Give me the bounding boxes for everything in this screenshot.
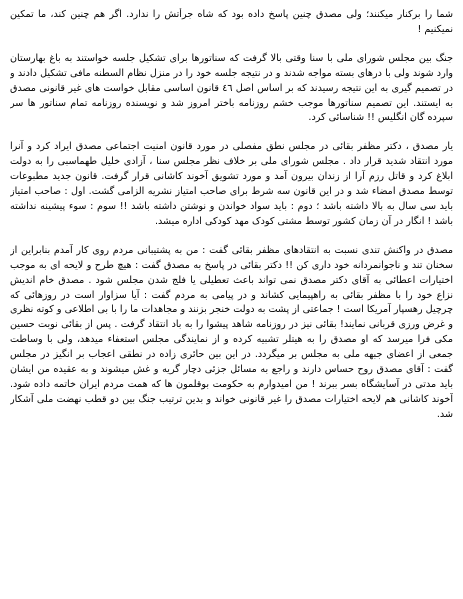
paragraph-1: شما را برکنار میکنند؛ ولی مصدق چنین پاسخ داده بود که شاه جرأتش را ندارد. اگر هم چنین کند، ما تمکین نمیکنیم !: [10, 9, 453, 35]
paragraph-4: مصدق در واکنش تندی نسبت به انتقادهای مظفر بقائی گفت : من به پشتیبانی مردم روی کار آمدم بنابراین از سخنان تند و ناجوانمردانه خود داری کن !! دکتر بقائی در پاسخ به مصدق گفت : هیچ طرح و لایحه ای به موجب اختیارات اعطائی به آقای دکتر مصدق نمی تواند باعث تعطیلی یا فلج شدن مجلس شود . مصدق خام اندیش نزاع خود را با مظفر بقائی به راهپیمایی کشاند و در پیامی به مردم گفت : آیا سزاوار است در روزهائی که چرچیل رهسپار آمریکا است ! جماعتی از پشت به دولت خنجر بزنند و مجاهدات ما را با بی اطلاعی و کوته نظری و غرض ورزی قربانی نمایند! بقائی نیز در روزنامه شاهد پیشوا را به باد انتقاد گرفت . پس از بقائی نوبت حسین مکی فرا میرسد که او مصدق را به هیتلر تشبیه کرده و از نمایندگی مجلس استعفاء میدهد، ولی با وساطت جمعی از اعضای جبهه ملی به مجلس بر میگردد. در این بین حائری زاده در نطقی اعجاب بر انگیز در مجلس گفت : آقای مصدق روح حساس دارند و راجع به مسائل جزئی دچار گریه و غش میشوند و به عقیده من ایشان باید مدتی در آسایشگاه بسر ببرند ! من امیدوارم به حکومت بوقلمون ها که همت مردم ایران خاتمه داده شود. آخوند کاشانی هم لایحه اختیارات مصدق را غیر قانونی خواند و بدین ترتیب جنگ بین دو قطب نهضت ملی آشکار شد.: [10, 244, 453, 420]
paragraph-3: یار مصدق ، دکتر مظفر بقائی در مجلس نطق مفصلی در مورد قانون امنیت اجتماعی مصدق ایراد کرد و آنرا مورد انتقاد شدید قرار داد . مجلس شورای ملی بر خلاف نظر مجلس سنا ، آزادی خلیل طهماسبی را به دولت ابلاغ کرد و قاتل رزم آرا از زندان بیرون آمد و مورد تشویق آخوند کاشانی قرار گرفت. قانون جدید مطبوعات توسط مصدق امضاء شد و در این قانون سه شرط برای صاحب امتیاز نشریه الزامی گشت. اول : صاحب امتیاز باید سی سال به بالا داشته باشد ؛ دوم : باید سواد خواندن و نوشتن داشته باشد !! سوم : سوء پیشینه نداشته باشد ! انگار در آن زمان کشور توسط مشتی کودک مهد کودکی اداره میشد.: [10, 141, 453, 227]
paragraph-2: جنگ بین مجلس شورای ملی با سنا وقتی بالا گرفت که سناتورها برای تشکیل جلسه خواستند به باغ بهارستان وارد شوند ولی با درهای بسته مواجه شدند و در نتیجه جلسه خود را در منزل نظام السطنه مافی تشکیل دادند و در تصمیم گیری به این نتیجه رسیدند که بر اساس اصل ٤٦ قانون اساسی مقابل خواست های غیر قانونی مصدق به ایستند. این تصمیم سناتورها موجب خشم روزنامه باختر امروز شد و نویسنده روزنامه تمام سناتور ها سر سپرده گان انگلیس !! شناسائی کرد.: [10, 52, 453, 124]
document-page: [10, 8, 453, 591]
